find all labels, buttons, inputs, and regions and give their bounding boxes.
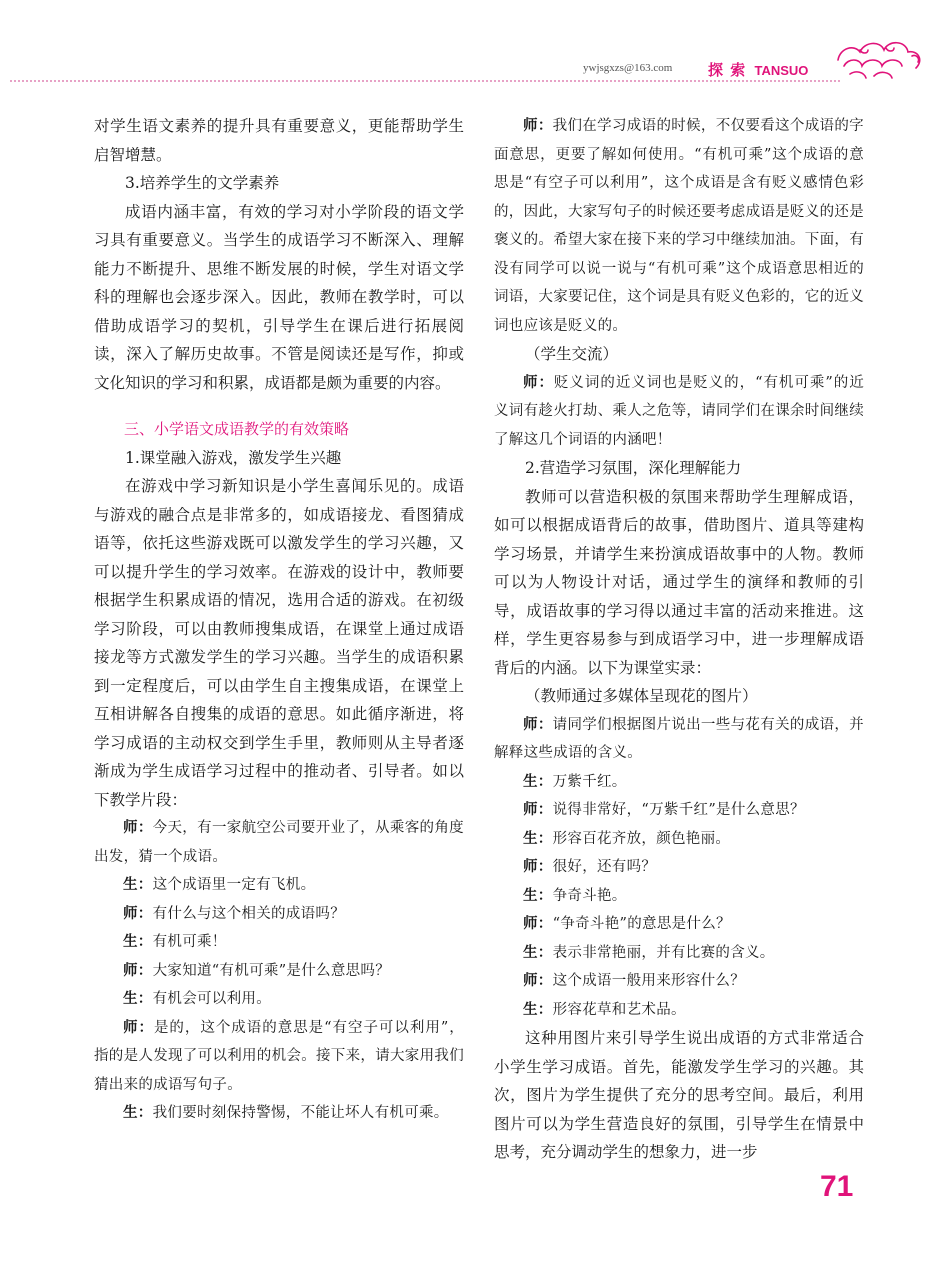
dialogue-line — [94, 1099, 464, 1128]
dialogue-line — [94, 985, 464, 1014]
dialogue-text: 我们要时刻保持警惕，不能让坏人有机可乘。 — [152, 1105, 449, 1121]
dialogue-text: 有机会可以利用。 — [152, 991, 272, 1007]
page-header — [0, 0, 950, 90]
dialogue-line — [94, 928, 464, 957]
subsection-heading: 3.培养学生的文学素养 — [125, 174, 280, 192]
column-title — [708, 59, 808, 80]
dialogue-line — [494, 910, 864, 939]
paragraph: 在游戏中学习新知识是小学生喜闻乐见的。成语与游戏的融合点是非常多的，如成语接龙、看图猜成语等，依托这些游戏既可以激发学生的学习兴趣，又可以提升学生的学习效率。在游戏的设计中，教师要根据学生积累成语的情况，选用合适的游戏。在初级学习阶段，可以由教师搜集成语，在课堂上通过成语接龙等方式激发学生的学习兴趣。当学生的成语积累到一定程度后，可以由学生自主搜集成语，在课堂上互相讲解各自搜集的成语的意思。如此循序渐进，将学习成语的主动权交到学生手里，教师则从主导者逐渐成为学生成语学习过程中的推动者、引导者。如以下教学片段： — [94, 477, 464, 809]
subsection-heading: 1.课堂融入游戏，激发学生兴趣 — [125, 448, 342, 467]
dialogue-line — [494, 711, 864, 768]
page-number: 71 — [820, 1170, 854, 1203]
speaker-teacher: 师： — [523, 118, 553, 134]
dialogue-text: 请同学们根据图片说出一些与花有关的成语，并解释这些成语的含义。 — [494, 716, 864, 761]
dialogue-line — [494, 825, 864, 854]
dialogue-line — [494, 796, 864, 825]
speaker-student: 生： — [523, 1001, 553, 1018]
dialogue-line — [94, 871, 464, 900]
dialogue-text: “争奇斗艳”的意思是什么？ — [552, 916, 731, 932]
dialogue-line — [494, 939, 864, 968]
speaker-teacher: 师： — [123, 905, 153, 922]
dialogue-line — [94, 814, 464, 871]
dialogue-line — [494, 967, 864, 996]
dialogue-text: 很好，还有吗？ — [552, 859, 657, 875]
dialogue-text: 有什么与这个相关的成语吗？ — [152, 905, 346, 922]
dialogue-line — [494, 996, 864, 1025]
speaker-student: 生： — [523, 830, 553, 847]
paragraph: 这种用图片来引导学生说出成语的方式非常适合小学生学习成语。首先，能激发学生学习的兴趣。其次，图片为学生提供了充分的思考空间。最后，利用图片可以为学生营造良好的氛围，引导学生在情景中思考，充分调动学生的想象力，进一步 — [494, 1029, 864, 1161]
speaker-teacher: 师： — [123, 962, 153, 979]
speaker-teacher: 师： — [523, 859, 553, 875]
speaker-student: 生： — [523, 944, 553, 961]
dialogue-line — [494, 768, 864, 797]
paragraph: 成语内涵丰富，有效的学习对小学阶段的语文学习具有重要意义。当学生的成语学习不断深入、理解能力不断提升、思维不断发展的时候，学生对语文学科的理解也会逐步深入。因此，教师在教学时，可以借助成语学习的契机，引导学生在课后进行拓展阅读，深入了解历史故事。不管是阅读还是写作，抑或文化知识的学习和积累，成语都是颇为重要的内容。 — [94, 202, 464, 392]
dialogue-line — [494, 853, 864, 882]
dialogue-line — [94, 957, 464, 986]
dialogue-text: 有机可乘！ — [152, 934, 227, 950]
dialogue-text: 是的，这个成语的意思是“有空子可以利用”，指的是人发现了可以利用的机会。接下来，请大家用我们猜出来的成语写句子。 — [94, 1019, 465, 1093]
dialogue-line — [494, 882, 864, 911]
cloud-ornament-icon — [830, 20, 930, 90]
dialogue-line — [94, 900, 464, 929]
header-dotted-rule — [10, 80, 840, 82]
speaker-student: 生： — [123, 877, 153, 893]
speaker-teacher: 师： — [523, 916, 553, 932]
dialogue-text: 我们在学习成语的时候，不仅要看这个成语的字面意思，更要了解如何使用。“有机可乘”这个成语的意思是“有空子可以利用”，这个成语是含有贬义感情色彩的，因此，大家写句子的时候还要考虑成语是贬义的还是褒义的。希望大家在接下来的学习中继续加油。下面，有没有同学可以说一说与“有机可乘”这个成语意思相近的词语，大家要记住，这个词是具有贬义色彩的，它的近义词也应该是贬义的。 — [494, 118, 864, 334]
right-column — [494, 112, 864, 1167]
paragraph: 对学生语文素养的提升具有重要意义，更能帮助学生启智增慧。 — [94, 117, 464, 164]
speaker-teacher: 师： — [123, 820, 153, 836]
speaker-student: 生： — [123, 991, 153, 1007]
speaker-student: 生： — [123, 934, 153, 950]
paragraph: 教师可以营造积极的氛围来帮助学生理解成语，如可以根据成语背后的故事，借助图片、道具等建构学习场景，并请学生来扮演成语故事中的人物。教师可以为人物设计对话，通过学生的演绎和教师的引导，成语故事的学习得以通过丰富的活动来推进。这样，学生更容易参与到成语学习中，进一步理解成语背后的内涵。以下为课堂实录： — [494, 487, 864, 677]
dialogue-line — [494, 369, 864, 455]
column-title-cn: 探 索 — [708, 61, 747, 79]
dialogue-text: 这个成语里一定有飞机。 — [152, 877, 316, 893]
left-column — [94, 112, 464, 1128]
journal-email: ywjsgxzs@163.com — [583, 62, 673, 74]
stage-direction: （学生交流） — [525, 345, 619, 363]
speaker-teacher: 师： — [523, 716, 553, 733]
subsection-heading: 2.营造学习氛围，深化理解能力 — [525, 459, 742, 477]
dialogue-text: 大家知道“有机可乘”是什么意思吗？ — [152, 962, 391, 979]
dialogue-text: 表示非常艳丽，并有比赛的含义。 — [552, 944, 775, 961]
dialogue-text: 这个成语一般用来形容什么？ — [552, 973, 746, 989]
dialogue-text: 争奇斗艳。 — [552, 887, 627, 904]
speaker-student: 生： — [523, 773, 553, 790]
speaker-teacher: 师： — [523, 802, 553, 818]
dialogue-text: 说得非常好，“万紫千红”是什么意思？ — [552, 802, 805, 818]
dialogue-line — [94, 1014, 464, 1100]
speaker-teacher: 师： — [523, 973, 553, 989]
dialogue-text: 形容花草和艺术品。 — [552, 1001, 686, 1018]
dialogue-line — [494, 112, 864, 340]
speaker-student: 生： — [123, 1105, 153, 1121]
section-heading: 三、小学语文成语教学的有效策略 — [124, 420, 350, 438]
speaker-student: 生： — [523, 887, 553, 904]
dialogue-text: 万紫千红。 — [552, 773, 627, 790]
speaker-teacher: 师： — [523, 374, 554, 391]
column-title-en: TANSUO — [754, 63, 809, 78]
dialogue-text: 今天，有一家航空公司要开业了，从乘客的角度出发，猜一个成语。 — [94, 820, 464, 865]
stage-direction: （教师通过多媒体呈现花的图片） — [525, 687, 758, 705]
dialogue-text: 形容百花齐放，颜色艳丽。 — [552, 830, 731, 847]
speaker-teacher: 师： — [123, 1019, 154, 1036]
dialogue-text: 贬义词的近义词也是贬义的，“有机可乘”的近义词有趁火打劫、乘人之危等，请同学们在课余时间继续了解这几个词语的内涵吧！ — [494, 374, 865, 448]
